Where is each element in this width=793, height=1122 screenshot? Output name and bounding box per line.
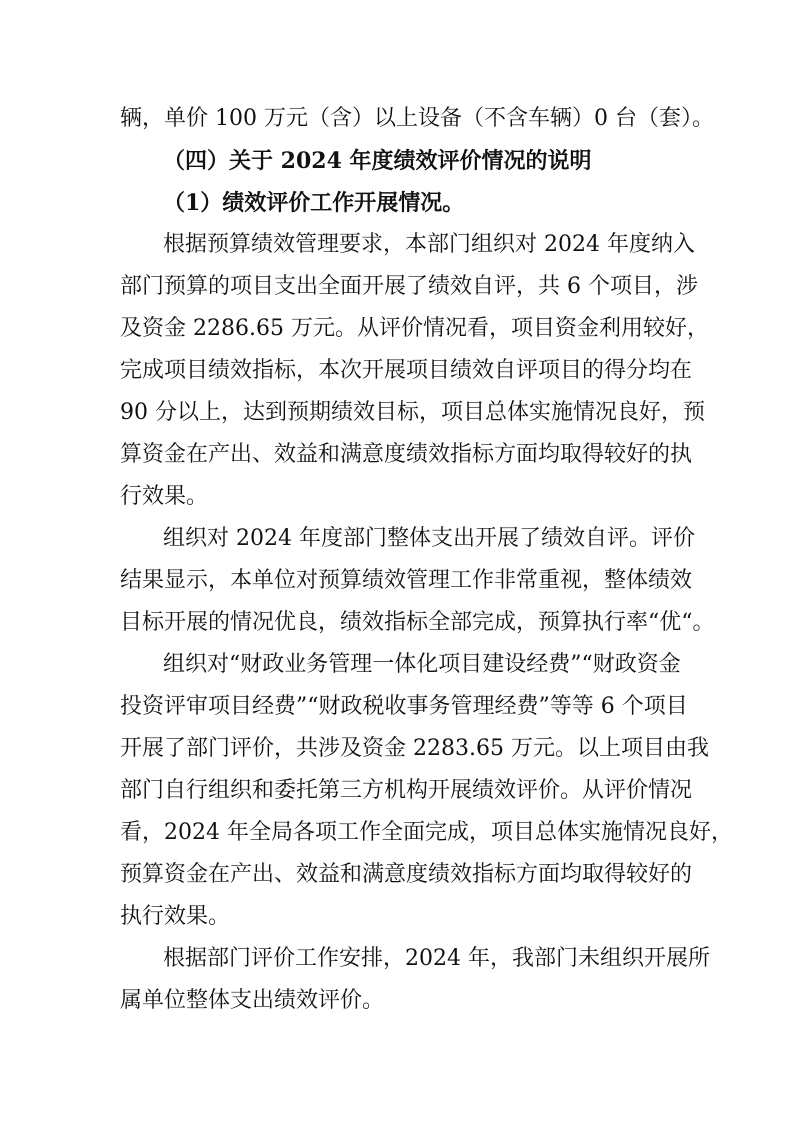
- paragraph-2-line-3: 目标开展的情况优良，绩效指标全部完成，预算执行率“优“。: [120, 610, 715, 635]
- intro-line: 辆，单价 100 万元（含）以上设备（不含车辆）0 台（套）。: [120, 106, 714, 131]
- paragraph-2-line-1: 组织对 2024 年度部门整体支出开展了绩效自评。评价: [163, 526, 695, 551]
- paragraph-1-line-4: 完成项目绩效指标，本次开展项目绩效自评项目的得分均在: [120, 358, 693, 383]
- paragraph-3-line-2: 投资评审项目经费”“财政税收事务管理经费”等等 6 个项目: [120, 694, 688, 719]
- paragraph-3-line-7: 执行效果。: [120, 904, 231, 929]
- paragraph-3-line-6: 预算资金在产出、效益和满意度绩效指标方面均取得较好的: [120, 862, 693, 887]
- section-heading: （四）关于 2024 年度绩效评价情况的说明: [163, 148, 592, 174]
- paragraph-1-line-6: 算资金在产出、效益和满意度绩效指标方面均取得较好的执: [120, 442, 693, 467]
- paragraph-2-line-2: 结果显示，本单位对预算绩效管理工作非常重视，整体绩效: [120, 568, 693, 593]
- paragraph-3-line-1: 组织对“财政业务管理一体化项目建设经费”“财政资金: [163, 652, 681, 677]
- paragraph-1-line-5: 90 分以上，达到预期绩效目标，项目总体实施情况良好，预: [120, 400, 705, 425]
- subsection-heading: （1）绩效评价工作开展情况。: [163, 190, 465, 216]
- paragraph-4-line-2: 属单位整体支出绩效评价。: [120, 988, 385, 1013]
- paragraph-3-line-3: 开展了部门评价，共涉及资金 2283.65 万元。以上项目由我: [120, 736, 709, 761]
- paragraph-4-line-1: 根据部门评价工作安排，2024 年，我部门未组织开展所: [163, 946, 710, 971]
- paragraph-1-line-3: 及资金 2286.65 万元。从评价情况看，项目资金利用较好，: [120, 316, 709, 341]
- paragraph-1-line-1: 根据预算绩效管理要求，本部门组织对 2024 年度纳入: [163, 232, 695, 257]
- paragraph-3-line-4: 部门自行组织和委托第三方机构开展绩效评价。从评价情况: [120, 778, 693, 803]
- paragraph-1-line-2: 部门预算的项目支出全面开展了绩效自评，共 6 个项目，涉: [120, 274, 698, 299]
- paragraph-3-line-5: 看，2024 年全局各项工作全面完成，项目总体实施情况良好，: [120, 820, 733, 845]
- paragraph-1-line-7: 行效果。: [120, 484, 209, 509]
